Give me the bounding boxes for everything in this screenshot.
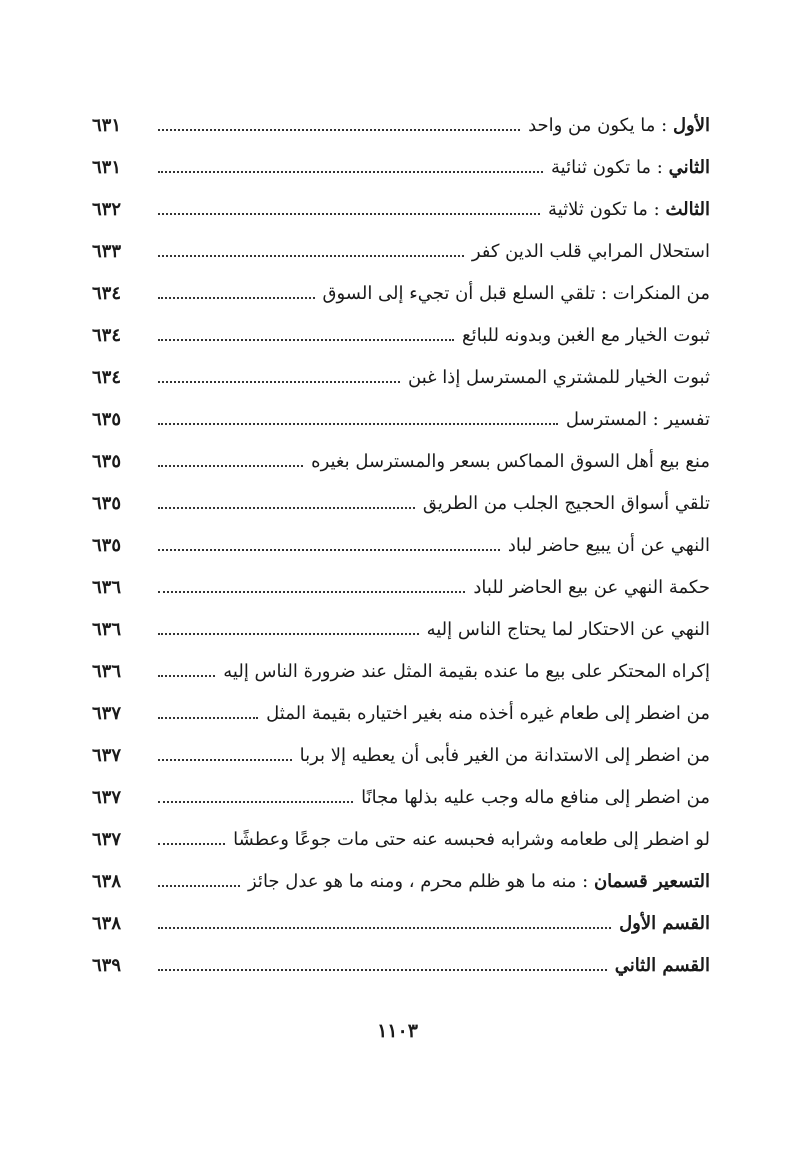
toc-entry-lead: الأول bbox=[672, 114, 710, 136]
dot-leader bbox=[158, 255, 464, 257]
toc-entry-title bbox=[540, 199, 710, 220]
toc-entry bbox=[92, 230, 710, 272]
toc-entry-title bbox=[500, 535, 710, 556]
toc-entry-title bbox=[465, 577, 710, 598]
dot-leader bbox=[158, 549, 500, 551]
toc-entry-page-number: ٦٣٦ bbox=[92, 618, 122, 640]
toc-entry bbox=[92, 566, 710, 608]
toc-entry bbox=[92, 608, 710, 650]
toc-entry bbox=[92, 146, 710, 188]
toc-entry-title bbox=[303, 451, 710, 472]
toc-entry bbox=[92, 944, 710, 986]
dot-leader bbox=[158, 465, 303, 467]
toc-entry-page-number: ٦٣٧ bbox=[92, 702, 122, 724]
toc-entry-text: استحلال المرابي قلب الدين كفر bbox=[471, 240, 710, 262]
toc-entry-page-number: ٦٣٧ bbox=[92, 786, 122, 808]
dot-leader bbox=[158, 801, 353, 803]
toc-entry-page-number: ٦٣٩ bbox=[92, 954, 122, 976]
dot-leader bbox=[158, 591, 465, 593]
toc-entry-text: : منه ما هو ظلم محرم ، ومنه ما هو عدل جائز bbox=[248, 870, 594, 892]
toc-entry-lead: القسم الأول bbox=[619, 912, 710, 934]
toc-entry-page-number: ٦٣٥ bbox=[92, 492, 122, 514]
toc-entry-lead: القسم الثاني bbox=[614, 954, 710, 976]
toc-entry-page-number: ٦٣١ bbox=[92, 156, 122, 178]
toc-entry-text: حكمة النهي عن بيع الحاضر للباد bbox=[473, 576, 710, 598]
toc-entry-title bbox=[240, 871, 710, 892]
toc-entry bbox=[92, 650, 710, 692]
toc-entry-title bbox=[258, 703, 710, 724]
toc-entry-page-number: ٦٣٣ bbox=[92, 240, 122, 262]
toc-entry bbox=[92, 524, 710, 566]
toc-entry-text: : ما تكون ثنائية bbox=[551, 156, 669, 178]
toc-entry-text: : ما يكون من واحد bbox=[528, 114, 673, 136]
toc-entry-page-number: ٦٣٧ bbox=[92, 828, 122, 850]
toc-entry-lead: التسعير قسمان bbox=[593, 870, 710, 892]
dot-leader bbox=[158, 297, 315, 299]
toc-entry-text: ثبوت الخيار للمشتري المسترسل إذا غبن bbox=[408, 366, 710, 388]
toc-entry-page-number: ٦٣٦ bbox=[92, 660, 122, 682]
toc-entry-text: من اضطر إلى طعام غيره أخذه منه بغير اختياره بقيمة المثل bbox=[266, 702, 710, 724]
dot-leader bbox=[158, 381, 400, 383]
toc-entry bbox=[92, 272, 710, 314]
toc-entry bbox=[92, 902, 710, 944]
toc-entry-title bbox=[215, 661, 710, 682]
toc-entry-title bbox=[464, 241, 710, 262]
toc-entry bbox=[92, 818, 710, 860]
table-of-contents bbox=[92, 104, 710, 986]
toc-entry-page-number: ٦٣٨ bbox=[92, 912, 122, 934]
toc-entry-page-number: ٦٣٦ bbox=[92, 576, 122, 598]
toc-entry-text: من اضطر إلى منافع ماله وجب عليه بذلها مجانًا bbox=[361, 786, 710, 808]
toc-entry-title bbox=[225, 829, 710, 850]
toc-entry bbox=[92, 398, 710, 440]
toc-entry-text: إكراه المحتكر على بيع ما عنده بقيمة المثل عند ضرورة الناس إليه bbox=[223, 660, 710, 682]
toc-entry-page-number: ٦٣٢ bbox=[92, 198, 122, 220]
dot-leader bbox=[158, 843, 225, 845]
toc-entry-page-number: ٦٣٥ bbox=[92, 534, 122, 556]
dot-leader bbox=[158, 969, 607, 971]
toc-entry-title bbox=[353, 787, 710, 808]
toc-entry bbox=[92, 692, 710, 734]
dot-leader bbox=[158, 759, 292, 761]
dot-leader bbox=[158, 507, 415, 509]
toc-entry-text: تفسير : المسترسل bbox=[565, 408, 710, 430]
toc-entry-page-number: ٦٣٤ bbox=[92, 366, 122, 388]
toc-entry-page-number: ٦٣٧ bbox=[92, 744, 122, 766]
toc-entry-page-number: ٦٣٤ bbox=[92, 324, 122, 346]
dot-leader bbox=[158, 423, 558, 425]
dot-leader bbox=[158, 885, 240, 887]
toc-entry-title bbox=[415, 493, 710, 514]
toc-entry-title bbox=[607, 955, 710, 976]
toc-entry bbox=[92, 482, 710, 524]
toc-entry-text: ثبوت الخيار مع الغبن وبدونه للبائع bbox=[462, 324, 710, 346]
toc-entry-title bbox=[558, 409, 710, 430]
toc-entry-title bbox=[454, 325, 710, 346]
toc-entry-text: تلقي أسواق الحجيج الجلب من الطريق bbox=[422, 492, 710, 514]
toc-entry-text: لو اضطر إلى طعامه وشرابه فحبسه عنه حتى مات جوعًا وعطشًا bbox=[233, 828, 710, 850]
toc-entry-title bbox=[543, 157, 710, 178]
toc-entry-title bbox=[419, 619, 710, 640]
toc-entry-text: النهي عن الاحتكار لما يحتاج الناس إليه bbox=[426, 618, 710, 640]
toc-entry-page-number: ٦٣٤ bbox=[92, 282, 122, 304]
toc-entry bbox=[92, 314, 710, 356]
dot-leader bbox=[158, 129, 520, 131]
toc-entry-lead: الثالث bbox=[665, 198, 710, 220]
dot-leader bbox=[158, 339, 454, 341]
toc-entry-text: النهي عن أن يبيع حاضر لباد bbox=[507, 534, 710, 556]
dot-leader bbox=[158, 213, 540, 215]
dot-leader bbox=[158, 927, 611, 929]
toc-entry-page-number: ٦٣٥ bbox=[92, 408, 122, 430]
toc-entry bbox=[92, 440, 710, 482]
toc-entry-page-number: ٦٣١ bbox=[92, 114, 122, 136]
toc-entry bbox=[92, 188, 710, 230]
toc-entry-page-number: ٦٣٨ bbox=[92, 870, 122, 892]
toc-entry-title bbox=[611, 913, 710, 934]
toc-entry-title bbox=[292, 745, 710, 766]
toc-entry-title bbox=[520, 115, 710, 136]
toc-entry-title bbox=[315, 283, 710, 304]
toc-entry bbox=[92, 776, 710, 818]
dot-leader bbox=[158, 675, 215, 677]
toc-entry-text: من المنكرات : تلقي السلع قبل أن تجيء إلى السوق bbox=[322, 282, 710, 304]
toc-entry-text: من اضطر إلى الاستدانة من الغير فأبى أن يعطيه إلا بربا bbox=[299, 744, 710, 766]
toc-entry bbox=[92, 734, 710, 776]
dot-leader bbox=[158, 633, 419, 635]
toc-entry-lead: الثاني bbox=[668, 156, 710, 178]
toc-entry-title bbox=[400, 367, 710, 388]
toc-entry bbox=[92, 860, 710, 902]
dot-leader bbox=[158, 717, 258, 719]
toc-entry-text: منع بيع أهل السوق المماكس بسعر والمسترسل بغيره bbox=[311, 450, 710, 472]
page-number: ١١٠٣ bbox=[377, 1020, 418, 1042]
toc-entry-page-number: ٦٣٥ bbox=[92, 450, 122, 472]
toc-entry bbox=[92, 356, 710, 398]
dot-leader bbox=[158, 171, 543, 173]
toc-entry bbox=[92, 104, 710, 146]
toc-entry-text: : ما تكون ثلاثية bbox=[548, 198, 666, 220]
